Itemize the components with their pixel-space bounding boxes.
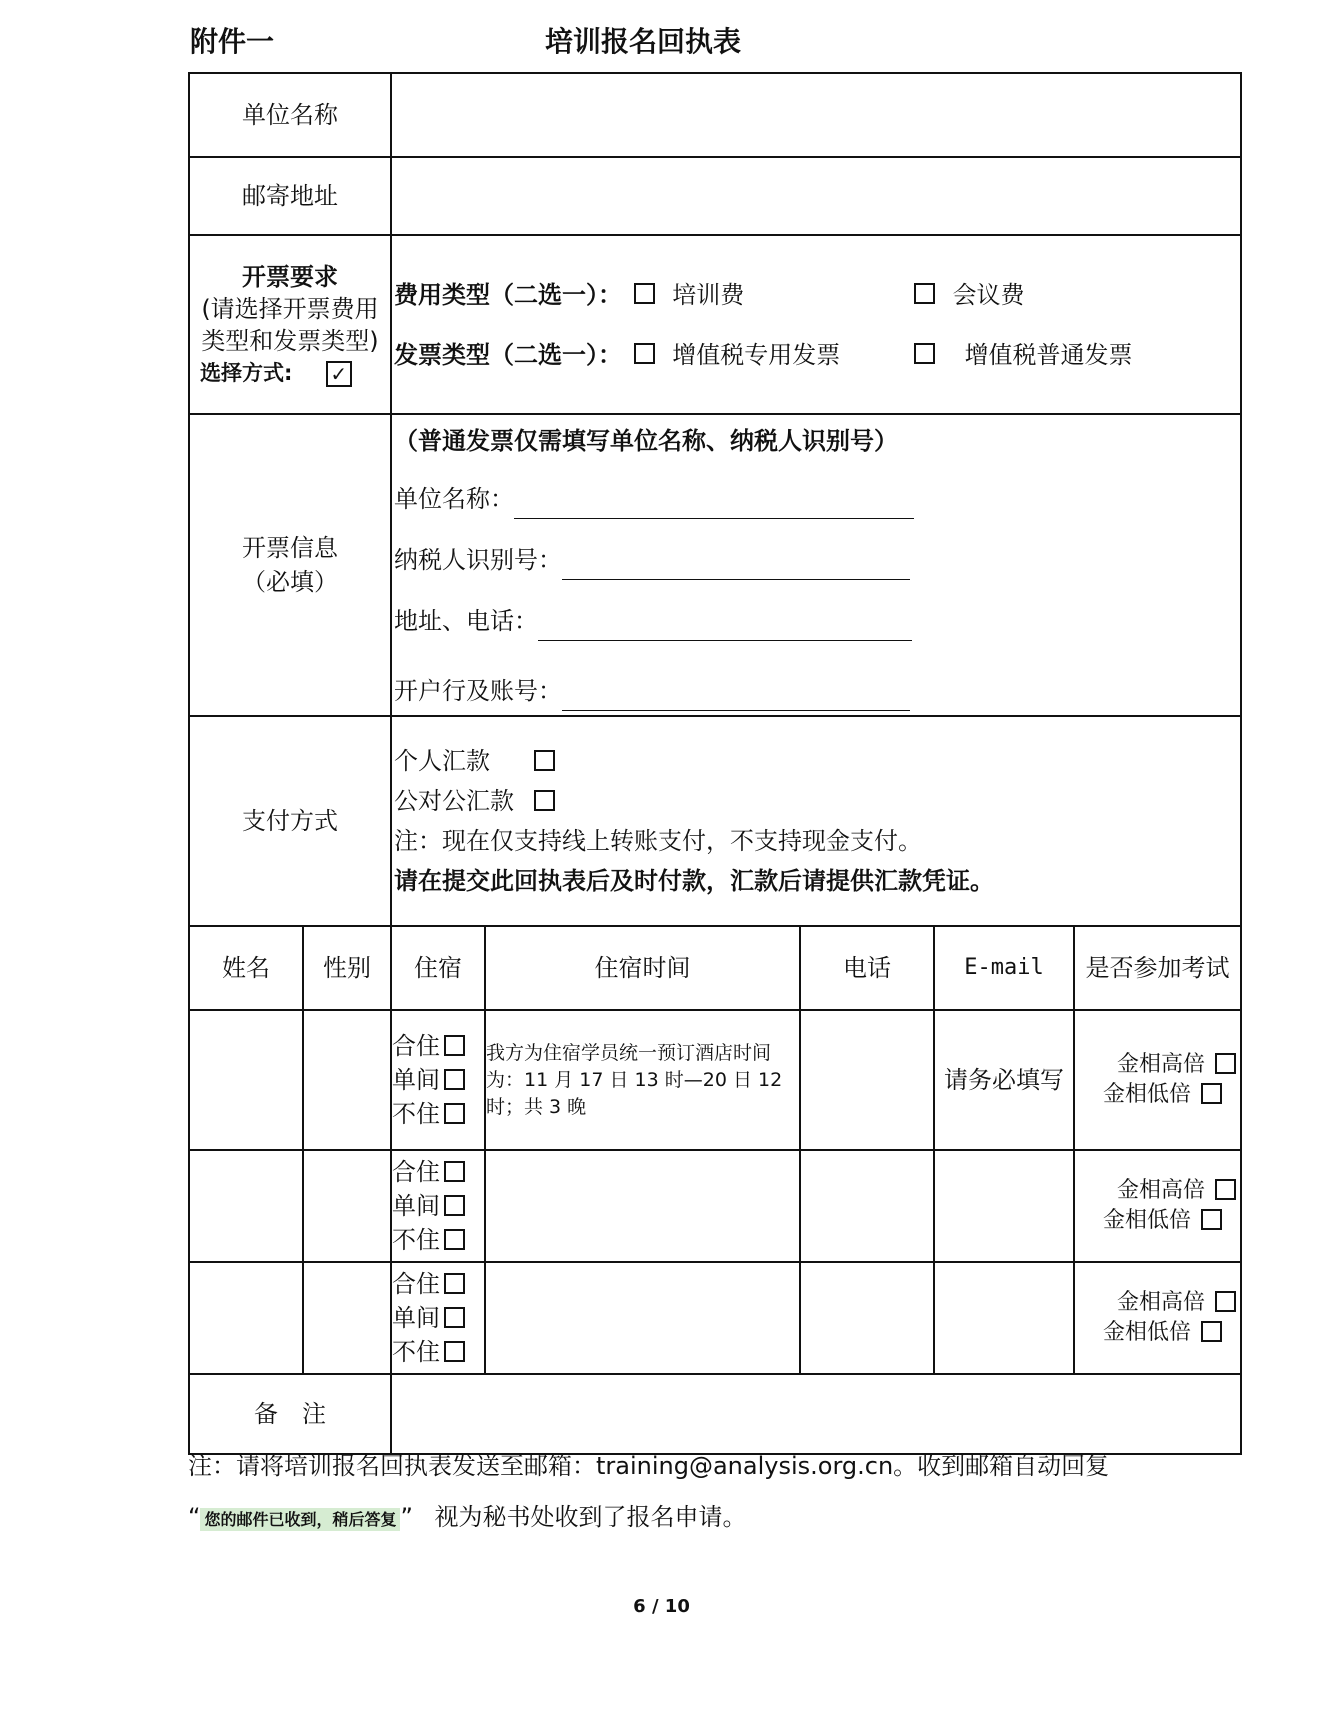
table-row (189, 1010, 1241, 1150)
annex-label: 附件一 (190, 25, 275, 58)
stay-none-checkbox[interactable] (444, 1103, 465, 1124)
stay-options (391, 1262, 485, 1374)
invoice-type-label: 发票类型（二选一）： (394, 340, 622, 369)
payment-corporate-checkbox[interactable] (534, 790, 555, 811)
invoice-info-hint: （普通发票仅需填写单位名称、纳税人识别号） (394, 427, 898, 455)
taxpayer-id-input[interactable] (562, 555, 910, 580)
stay-none-label: 不住 (392, 1100, 440, 1128)
invoice-info-required: （必填） (242, 568, 338, 596)
col-header-exam: 是否参加考试 (1074, 926, 1241, 1010)
invoice-requirement-sub: (请选择开票费用类型和发票类型) (201, 294, 379, 355)
stay-shared-checkbox[interactable] (444, 1035, 465, 1056)
invoice-special-checkbox[interactable] (634, 343, 655, 364)
mail-address-label: 邮寄地址 (189, 157, 391, 235)
taxpayer-id-label: 纳税人识别号： (394, 546, 562, 574)
payment-note: 注：现在仅支持线上转账支付，不支持现金支付。 (394, 827, 922, 855)
stay-single-checkbox[interactable] (444, 1307, 465, 1328)
exam-low-checkbox[interactable] (1201, 1083, 1222, 1104)
payment-bold-note: 请在提交此回执表后及时付款，汇款后请提供汇款凭证。 (394, 867, 994, 895)
invoice-special-label: 增值税专用发票 (672, 340, 841, 369)
bank-account-input[interactable] (562, 686, 910, 711)
attendee-phone-cell[interactable] (800, 1262, 934, 1374)
remark-field[interactable] (391, 1374, 1241, 1454)
fee-type-label: 费用类型（二选一）： (394, 280, 622, 309)
attendee-email-cell[interactable] (934, 1150, 1074, 1262)
payment-options (391, 716, 1241, 926)
col-header-email: E-mail (934, 926, 1074, 1010)
email-required-note: 请务必填写 (934, 1010, 1074, 1150)
exam-options (1074, 1010, 1241, 1150)
fee-training-label: 培训费 (672, 280, 745, 309)
exam-high-label: 金相高倍 (1117, 1052, 1206, 1077)
quote-close: ” (400, 1503, 413, 1531)
payment-personal-label: 个人汇款 (394, 747, 490, 775)
invoice-requirement-options (391, 235, 1241, 414)
exam-low-label: 金相低倍 (1103, 1082, 1192, 1107)
stay-shared-label: 合住 (392, 1032, 440, 1060)
attendee-gender-cell[interactable] (303, 1010, 391, 1150)
exam-options (1074, 1150, 1241, 1262)
col-header-phone: 电话 (800, 926, 934, 1010)
stay-shared-checkbox[interactable] (444, 1161, 465, 1182)
invoice-normal-label: 增值税普通发票 (964, 340, 1133, 369)
stay-single-checkbox[interactable] (444, 1069, 465, 1090)
unit-name-label: 单位名称 (189, 73, 391, 157)
invoice-requirement-title: 开票要求 (242, 262, 338, 291)
invoice-unit-name-label: 单位名称： (394, 485, 514, 513)
invoice-unit-name-input[interactable] (514, 494, 914, 519)
stay-none-label: 不住 (392, 1226, 440, 1254)
col-header-stay: 住宿 (391, 926, 485, 1010)
exam-high-checkbox[interactable] (1215, 1053, 1236, 1074)
stay-time-cell[interactable] (485, 1150, 800, 1262)
select-method-label: 选择方式: (200, 360, 293, 385)
exam-high-checkbox[interactable] (1215, 1291, 1236, 1312)
exam-options (1074, 1262, 1241, 1374)
form-title: 培训报名回执表 (545, 25, 742, 58)
payment-personal-checkbox[interactable] (534, 750, 555, 771)
attendee-name-cell[interactable] (189, 1262, 303, 1374)
quote-open: “ (188, 1503, 201, 1531)
stay-single-label: 单间 (392, 1066, 440, 1094)
exam-low-checkbox[interactable] (1201, 1321, 1222, 1342)
auto-reply-highlight: 您的邮件已收到，稍后答复 (200, 1508, 400, 1531)
stay-none-checkbox[interactable] (444, 1341, 465, 1362)
payment-label: 支付方式 (189, 716, 391, 926)
exam-high-label: 金相高倍 (1117, 1290, 1206, 1315)
col-header-stay-time: 住宿时间 (485, 926, 800, 1010)
col-header-name: 姓名 (189, 926, 303, 1010)
attendee-email-cell[interactable] (934, 1262, 1074, 1374)
exam-high-label: 金相高倍 (1117, 1178, 1206, 1203)
stay-shared-checkbox[interactable] (444, 1273, 465, 1294)
exam-high-checkbox[interactable] (1215, 1179, 1236, 1200)
stay-options (391, 1150, 485, 1262)
stay-single-label: 单间 (392, 1192, 440, 1220)
exam-low-label: 金相低倍 (1103, 1208, 1192, 1233)
footer-note-line1: 注：请将培训报名回执表发送至邮箱：training@analysis.org.cn。收到邮箱自动回复 (188, 1452, 1110, 1480)
unit-name-field[interactable] (391, 73, 1241, 157)
registration-form-table (188, 72, 1242, 1455)
address-phone-input[interactable] (538, 616, 912, 641)
fee-meeting-checkbox[interactable] (914, 283, 935, 304)
invoice-info-title: 开票信息 (242, 534, 338, 562)
stay-none-label: 不住 (392, 1338, 440, 1366)
hotel-booking-note: 我方为住宿学员统一预订酒店时间为：11 月 17 日 13 时—20 日 12 时；共 3 晚 (485, 1010, 800, 1150)
bank-account-label: 开户行及账号： (394, 677, 562, 705)
stay-options (391, 1010, 485, 1150)
stay-single-checkbox[interactable] (444, 1195, 465, 1216)
attendee-name-cell[interactable] (189, 1150, 303, 1262)
stay-single-label: 单间 (392, 1304, 440, 1332)
table-row (189, 1150, 1241, 1262)
page-indicator: 6 / 10 (633, 1596, 690, 1617)
invoice-normal-checkbox[interactable] (914, 343, 935, 364)
attendee-gender-cell[interactable] (303, 1150, 391, 1262)
footer-note-rest: 视为秘书处收到了报名申请。 (434, 1503, 747, 1531)
remark-label: 备 注 (189, 1374, 391, 1454)
attendee-phone-cell[interactable] (800, 1150, 934, 1262)
stay-none-checkbox[interactable] (444, 1229, 465, 1250)
fee-meeting-label: 会议费 (952, 280, 1025, 309)
exam-low-checkbox[interactable] (1201, 1209, 1222, 1230)
stay-shared-label: 合住 (392, 1270, 440, 1298)
invoice-requirement-label (189, 235, 391, 414)
attendee-gender-cell[interactable] (303, 1262, 391, 1374)
invoice-info-fields (391, 414, 1241, 716)
address-phone-label: 地址、电话： (394, 607, 538, 635)
table-row (189, 1262, 1241, 1374)
fee-training-checkbox[interactable] (634, 283, 655, 304)
stay-shared-label: 合住 (392, 1158, 440, 1186)
exam-low-label: 金相低倍 (1103, 1320, 1192, 1345)
checked-checkbox-icon: ✓ (326, 361, 352, 387)
footer-note-line2 (188, 1497, 747, 1532)
invoice-info-label (189, 414, 391, 716)
attendee-phone-cell[interactable] (800, 1010, 934, 1150)
stay-time-cell[interactable] (485, 1262, 800, 1374)
mail-address-field[interactable] (391, 157, 1241, 235)
col-header-gender: 性别 (303, 926, 391, 1010)
attendee-name-cell[interactable] (189, 1010, 303, 1150)
payment-corporate-label: 公对公汇款 (394, 787, 514, 815)
